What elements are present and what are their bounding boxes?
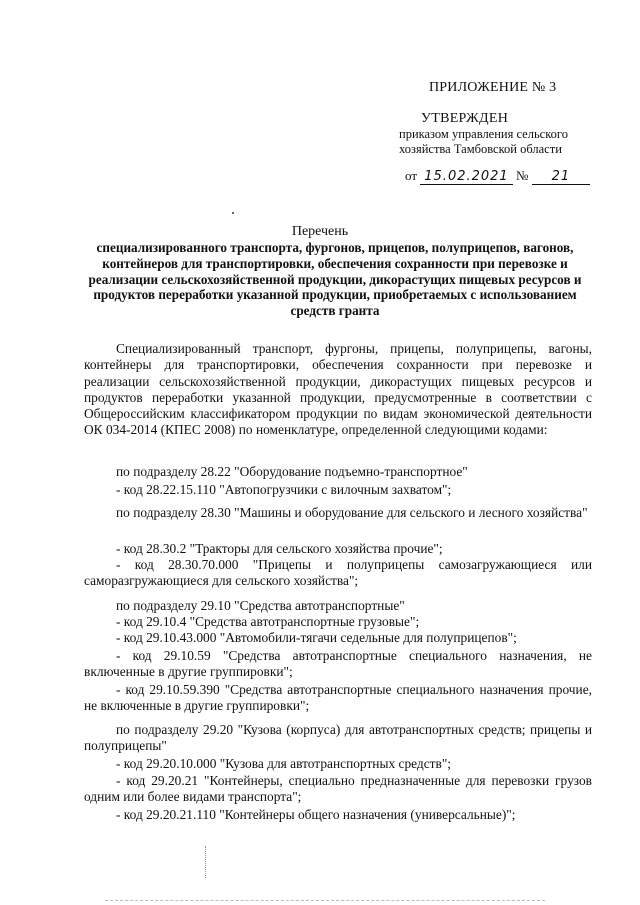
date-prefix: от (405, 168, 418, 183)
section-heading: по подразделу 29.20 "Кузова (корпуса) для автотранспортных средств; прицепы и полуприцепы" (84, 722, 592, 754)
section-heading: по подразделу 28.30 "Машины и оборудование для сельского и лесного хозяйства" (116, 505, 588, 520)
order-line-2: хозяйства Тамбовской области (399, 142, 562, 156)
section-item: - код 28.22.15.110 "Автопогрузчики с вилочным захватом"; (116, 482, 452, 497)
section-heading: по подразделу 28.22 "Оборудование подъемно-транспортное" (116, 464, 468, 479)
appendix-label: ПРИЛОЖЕНИЕ № 3 (429, 80, 557, 95)
handwritten-date: 15.02.2021 (420, 169, 512, 185)
section-item: - код 29.10.59.390 "Средства автотранспортные специального назначения прочие, не включенные в другие группировки"; (84, 682, 592, 714)
scan-speck (232, 212, 234, 214)
scan-bottom-edge (105, 900, 545, 902)
number-prefix: № (515, 168, 529, 183)
section-item: - код 29.10.4 "Средства автотранспортные грузовые"; (116, 614, 420, 629)
section-item: - код 28.30.2 "Тракторы для сельского хозяйства прочие"; (116, 541, 443, 556)
section-item: - код 29.20.21.110 "Контейнеры общего назначения (универсальные)"; (116, 807, 516, 822)
section-item: - код 29.20.10.000 "Кузова для автотранспортных средств"; (116, 756, 452, 771)
document-title: Перечень (291, 224, 349, 239)
section-heading: по подразделу 29.10 "Средства автотранспортные" (116, 598, 405, 613)
scan-artifact-line (205, 846, 207, 878)
section-item: - код 29.10.43.000 "Автомобили-тягачи седельные для полуприцепов"; (116, 630, 517, 645)
order-line-1: приказом управления сельского (399, 127, 568, 141)
order-reference (399, 127, 568, 157)
order-date-line (405, 168, 590, 184)
section-item: - код 29.20.21 "Контейнеры, специально предназначенные для перевозки грузов одним или более видами транспорта"; (84, 773, 592, 805)
approved-label: УТВЕРЖДЕН (421, 111, 509, 126)
section-item: - код 29.10.59 "Средства автотранспортные специального назначения, не включенные в другие группировки"; (84, 648, 592, 680)
document-subtitle: специализированного транспорта, фургонов, прицепов, полуприцепов, вагонов, контейнеров для транспортировки, обеспечения сохранности при перевозке и реализации сельскохозяйственной продукции, дикорастущих пищевых ресурсов и продуктов переработки указанной продукции, приобретаемых с использованием средств гранта (88, 240, 582, 319)
handwritten-number: 21 (532, 169, 591, 185)
section-item: - код 28.30.70.000 "Прицепы и полуприцепы самозагружающиеся или саморазгружающиеся для сельского хозяйства"; (84, 557, 592, 589)
intro-paragraph: Специализированный транспорт, фургоны, прицепы, полуприцепы, вагоны, контейнеры для транспортировки, обеспечения сохранности при перевозке и реализации сельскохозяйственной продукции, дикорастущих пищевых ресурсов и продуктов переработки указанной продукции, предусмотренные в соответствии с Общероссийским классификатором продукции по видам экономической деятельности ОК 034-2014 (КПЕС 2008) по номенклатуре, определенной следующими кодами: (84, 341, 592, 438)
